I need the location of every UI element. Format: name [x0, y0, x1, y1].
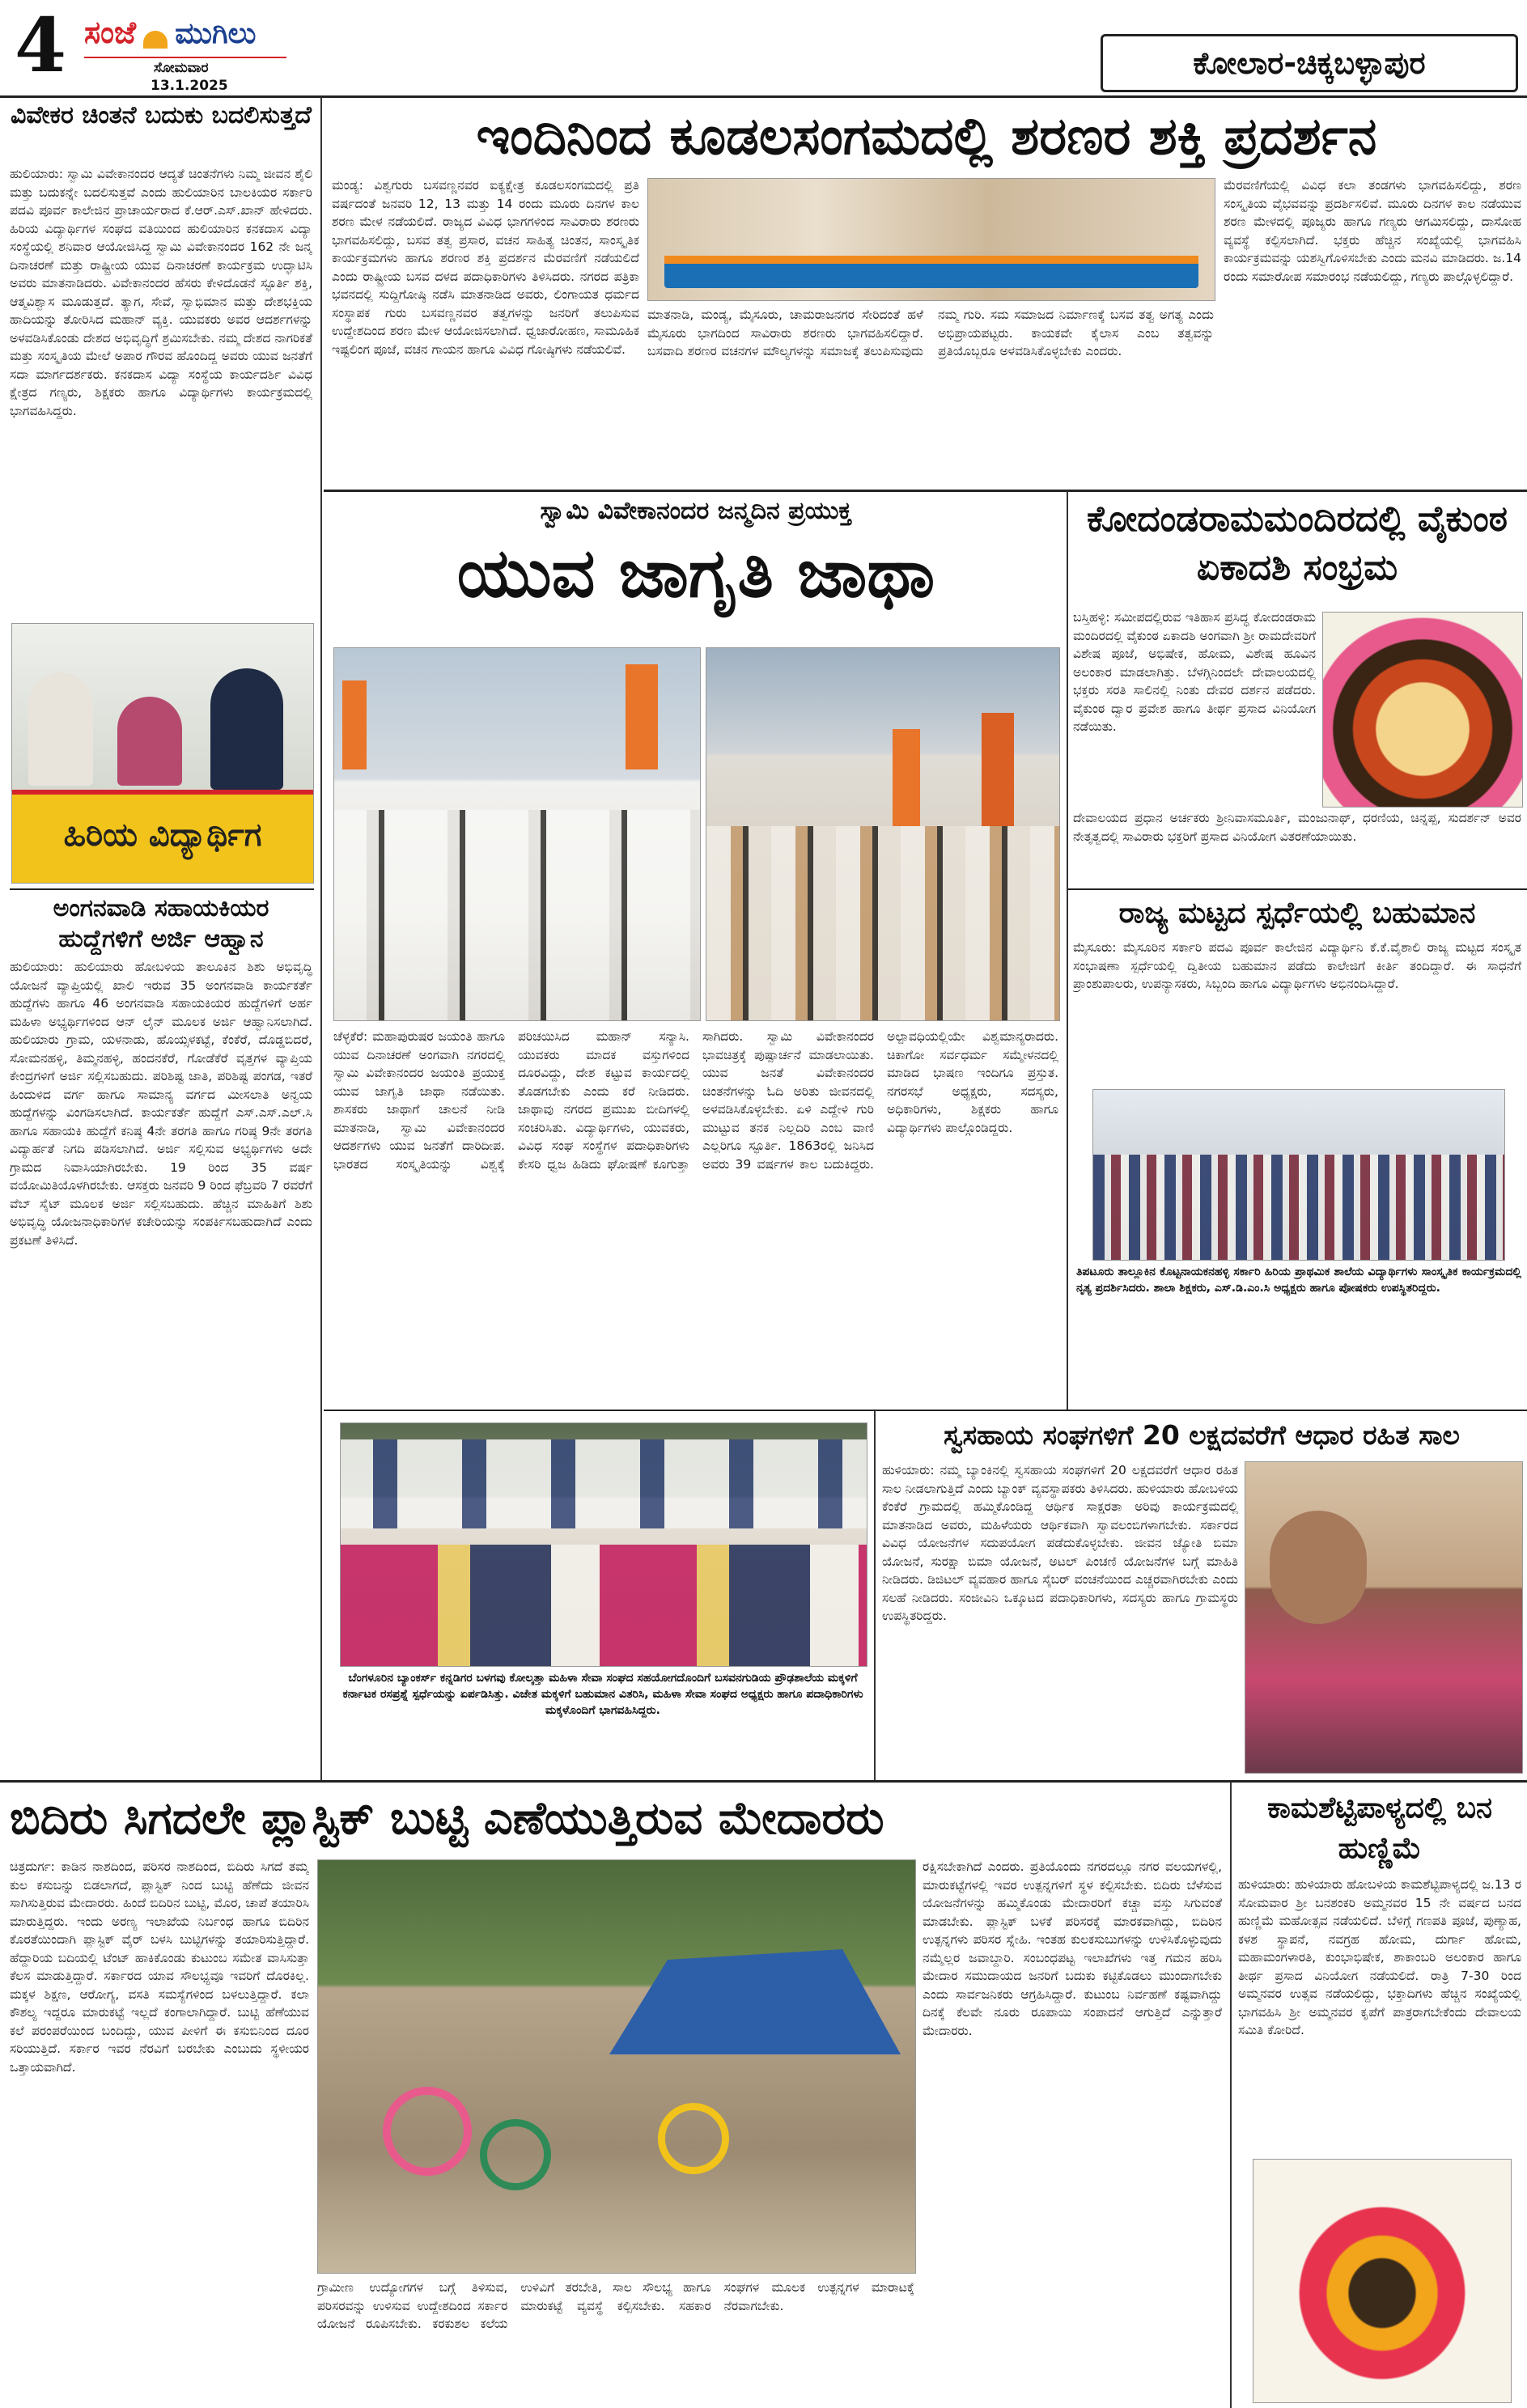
left-story-1-photo: [11, 623, 314, 884]
top-story-body-right: ಮೆರವಣಿಗೆಯಲ್ಲಿ ವಿವಿಧ ಕಲಾ ತಂಡಗಳು ಭಾಗವಹಿಸಲಿದ್ದು, ಶರಣ ಸಂಸ್ಕೃತಿಯ ವೈಭವವನ್ನು ಪ್ರದರ್ಶಿಸಲಿವೆ. ಮೂರು ದಿನಗಳ ಕಾಲ ನಡೆಯುವ ಶರಣ ಮೇಳದಲ್ಲಿ ಪೂಜ್ಯರು ಹಾಗೂ ಗಣ್ಯರು ಆಗಮಿಸಲಿದ್ದು, ದಾಸೋಹ ವ್ಯವಸ್ಥೆ ಕಲ್ಪಿಸಲಾಗಿದೆ. ಭಕ್ತರು ಹೆಚ್ಚಿನ ಸಂಖ್ಯೆಯಲ್ಲಿ ಭಾಗವಹಿಸಿ ಕಾರ್ಯಕ್ರಮವನ್ನು ಯಶಸ್ವಿಗೊಳಿಸಬೇಕು ಎಂದು ಮನವಿ ಮಾಡಿದರು. ಜ.14 ರಂದು ಸಮಾರೋಪ ಸಮಾರಂಭ ನಡೆಯಲಿದ್ದು, ಗಣ್ಯರು ಪಾಲ್ಗೊಳ್ಳಲಿದ್ದಾರೆ.: [1224, 178, 1521, 284]
left-story-2-body: ಹುಲಿಯಾರು: ಹುಲಿಯಾರು ಹೋಬಳಿಯ ತಾಲೂಕಿನ ಶಿಶು ಅಭಿವೃದ್ಧಿ ಯೋಜನೆ ವ್ಯಾಪ್ತಿಯಲ್ಲಿ ಖಾಲಿ ಇರುವ 35 ಅಂಗನವಾಡಿ ಕಾರ್ಯಕರ್ತೆ ಹುದ್ದೆಗಳು ಹಾಗೂ 46 ಅಂಗನವಾಡಿ ಸಹಾಯಕಿಯರ ಹುದ್ದೆಗಳಿಗೆ ಅರ್ಹ ಮಹಿಳಾ ಅಭ್ಯರ್ಥಿಗಳಿಂದ ಆನ್ ಲೈನ್ ಮೂಲಕ ಅರ್ಜಿ ಆಹ್ವಾನಿಸಲಾಗಿದೆ. ಹುಲಿಯಾರು ಗ್ರಾಮ, ಯಳನಾಡು, ಹೊಯ್ಸಳಕಟ್ಟೆ, ಕೆಂಕೆರೆ, ದೊಡ್ಡಬಿದರೆ, ಸೋಮನಹಳ್ಳಿ, ತಿಮ್ಮನಹಳ್ಳಿ, ಹಂದನಕೆರೆ, ಗೋಡೆಕೆರೆ ವೃತ್ತಗಳ ವ್ಯಾಪ್ತಿಯ ಕೇಂದ್ರಗಳಿಗೆ ಅರ್ಜಿ ಸಲ್ಲಿಸಬಹುದು. ಪರಿಶಿಷ್ಟ ಜಾತಿ, ಪರಿಶಿಷ್ಟ ಪಂಗಡ, ಇತರೆ ಹಿಂದುಳಿದ ವರ್ಗ ಹಾಗೂ ಸಾಮಾನ್ಯ ವರ್ಗದ ಮೀಸಲಾತಿ ಅನ್ವಯ ಹುದ್ದೆಗಳನ್ನು ವಿಂಗಡಿಸಲಾಗಿದೆ. ಕಾರ್ಯಕರ್ತೆ ಹುದ್ದೆಗೆ ಎಸ್.ಎಸ್.ಎಲ್.ಸಿ ಹಾಗೂ ಸಹಾಯಕಿ ಹುದ್ದೆಗೆ ಕನಿಷ್ಠ 4ನೇ ತರಗತಿ ಹಾಗೂ ಗರಿಷ್ಠ 9ನೇ ತರಗತಿ ವಿದ್ಯಾರ್ಹತೆ ನಿಗದಿ ಪಡಿಸಲಾಗಿದೆ. ಅರ್ಜಿ ಸಲ್ಲಿಸುವ ಅಭ್ಯರ್ಥಿಗಳು ಅದೇ ಗ್ರಾಮದ ನಿವಾಸಿಯಾಗಿರಬೇಕು. 19 ರಿಂದ 35 ವರ್ಷ ವಯೋಮಿತಿಯೊಳಗಿರಬೇಕು. ಆಸಕ್ತರು ಜನವರಿ 9 ರಿಂದ ಫೆಬ್ರವರಿ 7 ರವರೆಗೆ ವೆಬ್ ಸೈಟ್ ಮೂಲಕ ಅರ್ಜಿ ಸಲ್ಲಿಸಬಹುದು. ಹೆಚ್ಚಿನ ಮಾಹಿತಿಗೆ ಶಿಶು ಅಭಿವೃದ್ಧಿ ಯೋಜನಾಧಿಕಾರಿಗಳ ಕಚೇರಿಯನ್ನು ಸಂಪರ್ಕಿಸಬಹುದಾಗಿದೆ ಎಂದು ಪ್ರಕಟಣೆ ತಿಳಿಸಿದೆ.: [10, 960, 312, 1248]
page-number: 4: [15, 2, 67, 89]
top-story-body-left: ಮಂಡ್ಯ: ವಿಶ್ವಗುರು ಬಸವಣ್ಣನವರ ಐಕ್ಯಕ್ಷೇತ್ರ ಕೂಡಲಸಂಗಮದಲ್ಲಿ ಪ್ರತಿ ವರ್ಷದಂತೆ ಜನವರಿ 12, 13 ಮತ್ತು 14 ರಂದು ಮೂರು ದಿನಗಳ ಕಾಲ ಶರಣ ಮೇಳ ನಡೆಯಲಿದೆ. ರಾಜ್ಯದ ವಿವಿಧ ಭಾಗಗಳಿಂದ ಸಾವಿರಾರು ಶರಣರು ಭಾಗವಹಿಸಲಿದ್ದು, ಬಸವ ತತ್ವ ಪ್ರಸಾರ, ವಚನ ಸಾಹಿತ್ಯ ಚಿಂತನ, ಸಾಂಸ್ಕೃತಿಕ ಕಾರ್ಯಕ್ರಮಗಳು ಹಾಗೂ ಶರಣರ ಶಕ್ತಿ ಪ್ರದರ್ಶನ ಮೆರವಣಿಗೆ ನಡೆಯಲಿದೆ ಎಂದು ರಾಷ್ಟ್ರೀಯ ಬಸವ ದಳದ ಪದಾಧಿಕಾರಿಗಳು ತಿಳಿಸಿದರು. ನಗರದ ಪತ್ರಿಕಾ ಭವನದಲ್ಲಿ ಸುದ್ದಿಗೋಷ್ಠಿ ನಡೆಸಿ ಮಾತನಾಡಿದ ಅವರು, ಲಿಂಗಾಯತ ಧರ್ಮದ ಸಂಸ್ಥಾಪಕ ಗುರು ಬಸವಣ್ಣನವರ ತತ್ವಗಳನ್ನು ಜನರಿಗೆ ತಲುಪಿಸುವ ಉದ್ದೇಶದಿಂದ ಶರಣ ಮೇಳ ಆಯೋಜಿಸಲಾಗಿದೆ. ಧ್ವಜಾರೋಹಣ, ಸಾಮೂಹಿಕ ಇಷ್ಟಲಿಂಗ ಪೂಜೆ, ವಚನ ಗಾಯನ ಹಾಗೂ ವಿವಿಧ ಗೋಷ್ಠಿಗಳು ನಡೆಯಲಿವೆ.: [332, 178, 639, 357]
masthead-rule: [84, 57, 286, 58]
left-story-2: [10, 893, 312, 1767]
top-story-bottom-rule: [324, 490, 1527, 492]
temple-photo: [1322, 612, 1523, 808]
basket: [383, 2087, 472, 2176]
weekday: ಸೋಮವಾರ: [154, 60, 209, 76]
top-story-photo: [647, 178, 1215, 301]
center-right-divider: [1067, 491, 1068, 1410]
person-figure: [117, 697, 182, 786]
tent: [609, 1949, 901, 2054]
region-label: ಕೋಲಾರ-ಚಿಕ್ಕಬಳ್ಳಾಪುರ: [1193, 45, 1426, 81]
left-story-2-headline: ಅಂಗನವಾಡಿ ಸಹಾಯಕಿಯರ ಹುದ್ದೆಗಳಿಗೆ ಅರ್ಜಿ ಆಹ್ವಾನ: [53, 894, 269, 953]
bottom-section-rule: [0, 1780, 1527, 1783]
fair-headline: ಕಾಮಶೆಟ್ಟಿಪಾಳ್ಯದಲ್ಲಿ ಬನ ಹುಣ್ಣಿಮೆ: [1266, 1791, 1493, 1865]
loan-headline: ಸ್ವಸಹಾಯ ಸಂಘಗಳಿಗೆ 20 ಲಕ್ಷದವರೆಗೆ ಆಧಾರ ರಹಿತ ಸಾಲ: [944, 1419, 1460, 1451]
paper-logo: [84, 15, 295, 55]
sun-icon: [143, 31, 168, 49]
women-row: [341, 1545, 867, 1666]
left-separator: [10, 888, 314, 890]
fair-body: ಹುಳಿಯಾರು: ಹುಳಿಯಾರು ಹೋಬಳಿಯ ಕಾಮಶೆಟ್ಟಿಪಾಳ್ಯದಲ್ಲಿ ಜ.13 ರ ಸೋಮವಾರ ಶ್ರೀ ಬನಶಂಕರಿ ಅಮ್ಮನವರ 15 ನೇ ವರ್ಷದ ಬನದ ಹುಣ್ಣಿಮೆ ಮಹೋತ್ಸವ ನಡೆಯಲಿದೆ. ಬೆಳಿಗ್ಗೆ ಗಣಪತಿ ಪೂಜೆ, ಪುಣ್ಯಾಹ, ಕಳಶ ಸ್ಥಾಪನೆ, ನವಗ್ರಹ ಹೋಮ, ದುರ್ಗಾ ಹೋಮ, ಮಹಾಮಂಗಳಾರತಿ, ಕುಂಭಾಭಿಷೇಕ, ಶಾಕಾಂಬರಿ ಅಲಂಕಾರ ಹಾಗೂ ತೀರ್ಥ ಪ್ರಸಾದ ವಿನಿಯೋಗ ನಡೆಯಲಿದೆ. ರಾತ್ರಿ 7-30 ರಿಂದ ಅಮ್ಮನವರ ಉತ್ಸವ ನಡೆಯಲಿದ್ದು, ಭಕ್ತಾದಿಗಳು ಹೆಚ್ಚಿನ ಸಂಖ್ಯೆಯಲ್ಲಿ ಭಾಗವಹಿಸಿ ಶ್ರೀ ಅಮ್ಮನವರ ಕೃಪೆಗೆ ಪಾತ್ರರಾಗಬೇಕೆಂದು ದೇವಾಲಯ ಸಮಿತಿ ಕೋರಿದೆ.: [1238, 1877, 1521, 2037]
youth-headline: ಯುವ ಜಾಗೃತಿ ಜಾಥಾ: [456, 533, 935, 613]
mid-divider: [874, 1411, 876, 1780]
issue-date: 13.1.2025: [151, 78, 228, 94]
left-story-1-body: ಹುಲಿಯಾರು: ಸ್ವಾಮಿ ವಿವೇಕಾನಂದರ ಆದ್ಯತೆ ಚಿಂತನೆಗಳು ನಿಮ್ಮ ಜೀವನ ಶೈಲಿ ಮತ್ತು ಬದುಕನ್ನೇ ಬದಲಿಸುತ್ತವೆ ಎಂದು ಹುಲಿಯಾರಿನ ಬಾಲಕಿಯರ ಸರ್ಕಾರಿ ಪದವಿ ಪೂರ್ವ ಕಾಲೇಜಿನ ಪ್ರಾಚಾರ್ಯರಾದ ಕೆ.ಆರ್.ಎಸ್.ಖಾನ್ ಹೇಳಿದರು. ಹಿರಿಯ ವಿದ್ಯಾರ್ಥಿಗಳ ಸಂಘದ ವತಿಯಿಂದ ಹುಲಿಯಾರಿನ ಕನಕದಾಸ ವಿದ್ಯಾ ಸಂಸ್ಥೆಯಲ್ಲಿ ಶನಿವಾರ ಆಯೋಜಿಸಿದ್ದ ಸ್ವಾಮಿ ವಿವೇಕಾನಂದರ 162 ನೇ ಜನ್ಮ ದಿನಾಚರಣೆ ಮತ್ತು ರಾಷ್ಟ್ರೀಯ ಯುವ ದಿನಾಚರಣೆ ಕಾರ್ಯಕ್ರಮ ಉದ್ಘಾಟಿಸಿ ಅವರು ಮಾತನಾಡಿದರು. ವಿವೇಕಾನಂದರ ಹೆಸರು ಕೇಳಿದೊಡನೆ ಸ್ಫೂರ್ತಿ ಶಕ್ತಿ, ಆತ್ಮವಿಶ್ವಾಸ ಮೂಡುತ್ತದೆ. ತ್ಯಾಗ, ಸೇವೆ, ಸ್ವಾಭಿಮಾನ ಮತ್ತು ದೇಶಭಕ್ತಿಯ ಹಾದಿಯನ್ನು ತೋರಿಸಿದ ಮಹಾನ್ ವ್ಯಕ್ತಿ. ಯುವಕರು ಅವರ ಆದರ್ಶಗಳನ್ನು ಅಳವಡಿಸಿಕೊಂಡು ದೇಶದ ಅಭಿವೃದ್ಧಿಗೆ ಶ್ರಮಿಸಬೇಕು. ನಮ್ಮ ದೇಶದ ನಾಗರಿಕತೆ ಮತ್ತು ಸಂಸ್ಕೃತಿಯ ಮೇಲೆ ಅಪಾರ ಗೌರವ ಹೊಂದಿದ್ದ ಅವರು ಯುವ ಜನತೆಗೆ ಸದಾ ಮಾರ್ಗದರ್ಶಕರು. ಕನಕದಾಸ ವಿದ್ಯಾ ಸಂಸ್ಥೆಯ ಕಾರ್ಯದರ್ಶಿ ವಿವಿಧ ಕ್ಷೇತ್ರದ ಗಣ್ಯರು, ಶಿಕ್ಷಕರು ಹಾಗೂ ವಿದ್ಯಾರ್ಥಿಗಳು ಕಾರ್ಯಕ್ರಮದಲ್ಲಿ ಭಾಗವಹಿಸಿದ್ದರು.: [10, 167, 312, 418]
top-story-headline: ಇಂದಿನಿಂದ ಕೂಡಲಸಂಗಮದಲ್ಲಿ ಶರಣರ ಶಕ್ತಿ ಪ್ರದರ್ಶನ: [476, 107, 1377, 167]
bamboo-photo: [317, 1859, 916, 2274]
banner: [12, 790, 313, 884]
saffron-flag: [982, 713, 1014, 826]
masthead: [0, 0, 1527, 97]
left-column-divider: [320, 97, 322, 1780]
mid-photo: [340, 1422, 867, 1667]
person-figure: [210, 668, 283, 790]
bamboo-body-under: ಗ್ರಾಮೀಣ ಉದ್ಯೋಗಗಳ ಬಗ್ಗೆ ತಿಳಿಸುವ, ಪರಿಸರವನ್ನು ಉಳಿಸುವ ಉದ್ದೇಶದಿಂದ ಸರ್ಕಾರ ಯೋಜನೆ ರೂಪಿಸಬೇಕು. ಕರಕುಶಲ ಕಲೆಯ ಉಳಿವಿಗೆ ತರಬೇತಿ, ಸಾಲ ಸೌಲಭ್ಯ ಹಾಗೂ ಮಾರುಕಟ್ಟೆ ವ್ಯವಸ್ಥೆ ಕಲ್ಪಿಸಬೇಕು. ಸಹಕಾರ ಸಂಘಗಳ ಮೂಲಕ ಉತ್ಪನ್ನಗಳ ಮಾರಾಟಕ್ಕೆ ನೆರವಾಗಬೇಕು.: [317, 2280, 914, 2331]
basket: [480, 2119, 551, 2190]
person-figure: [28, 672, 93, 786]
bamboo-headline: ಬಿದಿರು ಸಿಗದಲೇ ಪ್ಲಾಸ್ಟಿಕ್ ಬುಟ್ಟಿ ಎಣೆಯುತ್ತಿರುವ ಮೇದಾರರು: [10, 1792, 884, 1845]
poster-stripe: [664, 256, 1198, 264]
saffron-flag: [626, 664, 658, 769]
temple-photo-caption: ದೇವಾಲಯದ ಪ್ರಧಾನ ಅರ್ಚಕರು ಶ್ರೀನಿವಾಸಮೂರ್ತಿ, ಮಂಜುನಾಥ್, ಧರಣಿಯ, ಚಿನ್ನಪ್ಪ, ಸುದರ್ಶನ್ ಅವರ ನೇತೃತ್ವದಲ್ಲಿ ಸಾವಿರಾರು ಭಕ್ತರಿಗೆ ಪ್ರಸಾದ ವಿನಿಯೋಗ ವಿತರಣೆಯಾಯಿತು.: [1073, 811, 1521, 844]
youth-body: ಚೆಳ್ಳಕೆರೆ: ಮಹಾಪುರುಷರ ಜಯಂತಿ ಹಾಗೂ ಯುವ ದಿನಾಚರಣೆ ಅಂಗವಾಗಿ ನಗರದಲ್ಲಿ ಸ್ವಾಮಿ ವಿವೇಕಾನಂದರ ಜಯಂತಿ ಪ್ರಯುಕ್ತ ಯುವ ಜಾಗೃತಿ ಜಾಥಾ ನಡೆಯಿತು. ಶಾಸಕರು ಜಾಥಾಗೆ ಚಾಲನೆ ನೀಡಿ ಮಾತನಾಡಿ, ಸ್ವಾಮಿ ವಿವೇಕಾನಂದರ ಆದರ್ಶಗಳು ಯುವ ಜನತೆಗೆ ದಾರಿದೀಪ. ಭಾರತದ ಸಂಸ್ಕೃತಿಯನ್ನು ವಿಶ್ವಕ್ಕೆ ಪರಿಚಯಿಸಿದ ಮಹಾನ್ ಸನ್ಯಾಸಿ. ಯುವಕರು ಮಾದಕ ವಸ್ತುಗಳಿಂದ ದೂರವಿದ್ದು, ದೇಶ ಕಟ್ಟುವ ಕಾರ್ಯದಲ್ಲಿ ತೊಡಗಬೇಕು ಎಂದು ಕರೆ ನೀಡಿದರು. ಜಾಥಾವು ನಗರದ ಪ್ರಮುಖ ಬೀದಿಗಳಲ್ಲಿ ಸಂಚರಿಸಿತು. ವಿದ್ಯಾರ್ಥಿಗಳು, ಯುವಕರು, ವಿವಿಧ ಸಂಘ ಸಂಸ್ಥೆಗಳ ಪದಾಧಿಕಾರಿಗಳು ಕೇಸರಿ ಧ್ವಜ ಹಿಡಿದು ಘೋಷಣೆ ಕೂಗುತ್ತಾ ಸಾಗಿದರು. ಸ್ವಾಮಿ ವಿವೇಕಾನಂದರ ಭಾವಚಿತ್ರಕ್ಕೆ ಪುಷ್ಪಾರ್ಚನೆ ಮಾಡಲಾಯಿತು. ಯುವ ಜನತೆ ವಿವೇಕಾನಂದರ ಚಿಂತನೆಗಳನ್ನು ಓದಿ ಅರಿತು ಜೀವನದಲ್ಲಿ ಅಳವಡಿಸಿಕೊಳ್ಳಬೇಕು. ಏಳಿ ಎದ್ದೇಳಿ ಗುರಿ ಮುಟ್ಟುವ ತನಕ ನಿಲ್ಲದಿರಿ ಎಂಬ ವಾಣಿ ಎಲ್ಲರಿಗೂ ಸ್ಫೂರ್ತಿ. 1863ರಲ್ಲಿ ಜನಿಸಿದ ಅವರು 39 ವರ್ಷಗಳ ಕಾಲ ಬದುಕಿದ್ದರು. ಅಲ್ಪಾವಧಿಯಲ್ಲಿಯೇ ವಿಶ್ವಮಾನ್ಯರಾದರು. ಚಿಕಾಗೋ ಸರ್ವಧರ್ಮ ಸಮ್ಮೇಳನದಲ್ಲಿ ಮಾಡಿದ ಭಾಷಣ ಇಂದಿಗೂ ಪ್ರಸ್ತುತ. ನಗರಸಭೆ ಅಧ್ಯಕ್ಷರು, ಸದಸ್ಯರು, ಅಧಿಕಾರಿಗಳು, ಶಿಕ್ಷಕರು ಹಾಗೂ ವಿದ್ಯಾರ್ಥಿಗಳು ಪಾಲ್ಗೊಂಡಿದ್ದರು.: [333, 1029, 1058, 1172]
state-photo-caption: ತಿಪಟೂರು ತಾಲ್ಲೂಕಿನ ಕೊಟ್ಟನಾಯಕನಹಳ್ಳಿ ಸರ್ಕಾರಿ ಹಿರಿಯ ಪ್ರಾಥಮಿಕ ಶಾಲೆಯ ವಿದ್ಯಾರ್ಥಿಗಳು ಸಾಂಸ್ಕೃತಿಕ ಕಾರ್ಯಕ್ರಮದಲ್ಲಿ ನೃತ್ಯ ಪ್ರದರ್ಶಿಸಿದರು. ಶಾಲಾ ಶಿಕ್ಷಕರು, ಎಸ್.ಡಿ.ಎಂ.ಸಿ ಅಧ್ಯಕ್ಷರು ಹಾಗೂ ಪೋಷಕರು ಉಪಸ್ಥಿತರಿದ್ದರು.: [1076, 1265, 1521, 1295]
bamboo-body-right: ರಕ್ಷಿಸಬೇಕಾಗಿದೆ ಎಂದರು. ಪ್ರತಿಯೊಂದು ನಗರದಲ್ಲೂ ನಗರ ವಲಯಗಳಲ್ಲಿ, ಮಾರುಕಟ್ಟೆಗಳಲ್ಲಿ ಇವರ ಉತ್ಪನ್ನಗಳಿಗೆ ಸ್ಥಳ ಕಲ್ಪಿಸಬೇಕು. ಬಿದಿರು ಬೆಳೆಸುವ ಯೋಜನೆಗಳನ್ನು ಹಮ್ಮಿಕೊಂಡು ಮೇದಾರರಿಗೆ ಕಚ್ಚಾ ವಸ್ತು ಸಿಗುವಂತೆ ಮಾಡಬೇಕು. ಪ್ಲಾಸ್ಟಿಕ್ ಬಳಕೆ ಪರಿಸರಕ್ಕೆ ಮಾರಕವಾಗಿದ್ದು, ಬಿದಿರಿನ ಉತ್ಪನ್ನಗಳು ಪರಿಸರ ಸ್ನೇಹಿ. ಇಂತಹ ಕುಲಕಸುಬುಗಳನ್ನು ಉಳಿಸಿಕೊಳ್ಳುವುದು ನಮ್ಮೆಲ್ಲರ ಜವಾಬ್ದಾರಿ. ಸಂಬಂಧಪಟ್ಟ ಇಲಾಖೆಗಳು ಇತ್ತ ಗಮನ ಹರಿಸಿ ಮೇದಾರ ಸಮುದಾಯದ ಜನರಿಗೆ ಬದುಕು ಕಟ್ಟಿಕೊಡಲು ಮುಂದಾಗಬೇಕು ಎಂದು ಸಾರ್ವಜನಿಕರು ಆಗ್ರಹಿಸಿದ್ದಾರೆ. ಕುಟುಂಬ ನಿರ್ವಹಣೆ ಕಷ್ಟವಾಗಿದ್ದು ದಿನಕ್ಕೆ ಕೆಲವೇ ನೂರು ರೂಪಾಯಿ ಸಂಪಾದನೆ ಆಗುತ್ತಿದೆ ಎನ್ನುತ್ತಾರೆ ಮೇದಾರರು.: [923, 1859, 1222, 2038]
temple-bottom-rule: [1068, 888, 1527, 890]
masthead-bottom-rule: [0, 95, 1527, 98]
region-box: [1101, 34, 1518, 92]
youth-kicker: ಸ್ವಾಮಿ ವಿವೇಕಾನಂದರ ಜನ್ಮದಿನ ಪ್ರಯುಕ್ತ: [540, 497, 852, 525]
bottom-right-divider: [1230, 1782, 1232, 2408]
bamboo-body-left: ಚಿತ್ರದುರ್ಗ: ಕಾಡಿನ ನಾಶದಿಂದ, ಪರಿಸರ ನಾಶದಿಂದ, ಬಿದಿರು ಸಿಗದೆ ತಮ್ಮ ಕುಲ ಕಸುಬನ್ನು ಬಿಡಲಾಗದೆ, ಪ್ಲಾಸ್ಟಿಕ್ ನಿಂದ ಬುಟ್ಟಿ ಹೆಣೆದು ಜೀವನ ಸಾಗಿಸುತ್ತಿರುವ ಮೇದಾರರು. ಹಿಂದೆ ಬಿದಿರಿನ ಬುಟ್ಟಿ, ಮೊರ, ಚಾಪೆ ತಯಾರಿಸಿ ಮಾರುತ್ತಿದ್ದರು. ಇಂದು ಅರಣ್ಯ ಇಲಾಖೆಯ ನಿರ್ಬಂಧ ಹಾಗೂ ಬಿದಿರಿನ ಕೊರತೆಯಿಂದಾಗಿ ಪ್ಲಾಸ್ಟಿಕ್ ವೈರ್ ಬಳಸಿ ಬುಟ್ಟಿಗಳನ್ನು ತಯಾರಿಸುತ್ತಿದ್ದಾರೆ. ಹೆದ್ದಾರಿಯ ಬದಿಯಲ್ಲಿ ಟೆಂಟ್ ಹಾಕಿಕೊಂಡು ಕುಟುಂಬ ಸಮೇತ ವಾಸಿಸುತ್ತಾ ಕೆಲಸ ಮಾಡುತ್ತಿದ್ದಾರೆ. ಸರ್ಕಾರದ ಯಾವ ಸೌಲಭ್ಯವೂ ಇವರಿಗೆ ದೊರಕಿಲ್ಲ. ಮಕ್ಕಳ ಶಿಕ್ಷಣ, ಆರೋಗ್ಯ, ವಸತಿ ಸಮಸ್ಯೆಗಳಿಂದ ಬಳಲುತ್ತಿದ್ದಾರೆ. ಕಲಾ ಕೌಶಲ್ಯ ಇದ್ದರೂ ಮಾರುಕಟ್ಟೆ ಇಲ್ಲದೆ ಕಂಗಾಲಾಗಿದ್ದಾರೆ. ಬುಟ್ಟಿ ಹೆಣೆಯುವ ಕಲೆ ಪರಂಪರೆಯಿಂದ ಬಂದಿದ್ದು, ಯುವ ಪೀಳಿಗೆ ಈ ಕಸುಬಿನಿಂದ ದೂರ ಸರಿಯುತ್ತಿದೆ. ಸರ್ಕಾರ ಇವರ ನೆರವಿಗೆ ಬರಬೇಕು ಎಂಬುದು ಸ್ಥಳೀಯರ ಒತ್ತಾಯವಾಗಿದೆ.: [10, 1859, 309, 2075]
left-story-1-headline: ವಿವೇಕರ ಚಿಂತನೆ ಬದುಕು ಬದಲಿಸುತ್ತದೆ: [11, 101, 312, 129]
students-row: [341, 1439, 867, 1528]
banner-text: ಹಿರಿಯ ವಿದ್ಯಾರ್ಥಿಗ: [63, 816, 262, 854]
temple-headline: ಕೋದಂಡರಾಮಮಂದಿರದಲ್ಲಿ ವೈಕುಂಠ ಏಕಾದಶಿ ಸಂಭ್ರಮ: [1086, 498, 1508, 588]
fair-photo: [1253, 2159, 1512, 2403]
saffron-flag: [342, 680, 367, 769]
loan-photo: [1245, 1461, 1523, 1774]
top-story-body-under-photo: ಮಾತನಾಡಿ, ಮಂಡ್ಯ, ಮೈಸೂರು, ಚಾಮರಾಜನಗರ ಸೇರಿದಂತೆ ಹಳೆ ಮೈಸೂರು ಭಾಗದಿಂದ ಸಾವಿರಾರು ಶರಣರು ಭಾಗವಹಿಸಲಿದ್ದಾರೆ. ಬಸವಾದಿ ಶರಣರ ವಚನಗಳ ಮೌಲ್ಯಗಳನ್ನು ಸಮಾಜಕ್ಕೆ ತಲುಪಿಸುವುದು ನಮ್ಮ ಗುರಿ. ಸಮ ಸಮಾಜದ ನಿರ್ಮಾಣಕ್ಕೆ ಬಸವ ತತ್ವ ಅಗತ್ಯ ಎಂದು ಅಭಿಪ್ರಾಯಪಟ್ಟರು. ಕಾಯಕವೇ ಕೈಲಾಸ ಎಂಬ ತತ್ವವನ್ನು ಪ್ರತಿಯೊಬ್ಬರೂ ಅಳವಡಿಸಿಕೊಳ್ಳಬೇಕು ಎಂದರು.: [647, 307, 1214, 358]
temple-body: ಬಸ್ತಿಹಳ್ಳಿ: ಸಮೀಪದಲ್ಲಿರುವ ಇತಿಹಾಸ ಪ್ರಸಿದ್ಧ ಕೋದಂಡರಾಮ ಮಂದಿರದಲ್ಲಿ ವೈಕುಂಠ ಏಕಾದಶಿ ಅಂಗವಾಗಿ ಶ್ರೀ ರಾಮದೇವರಿಗೆ ವಿಶೇಷ ಪೂಜೆ, ಅಭಿಷೇಕ, ಹೋಮ, ವಿಶೇಷ ಹೂವಿನ ಅಲಂಕಾರ ಮಾಡಲಾಗಿತ್ತು. ಬೆಳಗ್ಗಿನಿಂದಲೇ ದೇವಾಲಯದಲ್ಲಿ ಭಕ್ತರು ಸರತಿ ಸಾಲಿನಲ್ಲಿ ನಿಂತು ದೇವರ ದರ್ಶನ ಪಡೆದರು. ವೈಕುಂಠ ದ್ವಾರ ಪ್ರವೇಶ ಹಾಗೂ ತೀರ್ಥ ಪ್ರಸಾದ ವಿನಿಯೋಗ ನಡೆಯಿತು.: [1073, 610, 1316, 734]
left-story-1: [10, 100, 312, 683]
paper-name-a: ಸಂಜೆ: [84, 15, 137, 50]
youth-photo-right: [706, 647, 1060, 1021]
crowd: [334, 810, 700, 1020]
basket: [658, 2103, 729, 2174]
state-headline: ರಾಜ್ಯ ಮಟ್ಟದ ಸ್ಪರ್ಧೆಯಲ್ಲಿ ಬಹುಮಾನ: [1118, 897, 1476, 930]
state-body: ಮೈಸೂರು: ಮೈಸೂರಿನ ಸರ್ಕಾರಿ ಪದವಿ ಪೂರ್ವ ಕಾಲೇಜಿನ ವಿದ್ಯಾರ್ಥಿನಿ ಕೆ.ಕೆ.ವೈಶಾಲಿ ರಾಜ್ಯ ಮಟ್ಟದ ಸಂಸ್ಕೃತ ಸಂಭಾಷಣಾ ಸ್ಪರ್ಧೆಯಲ್ಲಿ ದ್ವಿತೀಯ ಬಹುಮಾನ ಪಡೆದು ಕಾಲೇಜಿಗೆ ಕೀರ್ತಿ ತಂದಿದ್ದಾರೆ. ಈ ಸಾಧನೆಗೆ ಪ್ರಾಂಶುಪಾಲರು, ಉಪನ್ಯಾಸಕರು, ಸಿಬ್ಬಂದಿ ಹಾಗೂ ವಿದ್ಯಾರ್ಥಿಗಳು ಅಭಿನಂದಿಸಿದ್ದಾರೆ.: [1073, 940, 1521, 991]
students-row: [1093, 1155, 1504, 1260]
loan-body: ಹುಳಿಯಾರು: ನಮ್ಮ ಬ್ಯಾಂಕಿನಲ್ಲಿ ಸ್ವಸಹಾಯ ಸಂಘಗಳಿಗೆ 20 ಲಕ್ಷದವರೆಗೆ ಆಧಾರ ರಹಿತ ಸಾಲ ನೀಡಲಾಗುತ್ತಿದೆ ಎಂದು ಬ್ಯಾಂಕ್ ವ್ಯವಸ್ಥಾಪಕರು ತಿಳಿಸಿದರು. ಹುಳಿಯಾರು ಹೋಬಳಿಯ ಕೆಂಕೆರೆ ಗ್ರಾಮದಲ್ಲಿ ಹಮ್ಮಿಕೊಂಡಿದ್ದ ಆರ್ಥಿಕ ಸಾಕ್ಷರತಾ ಅರಿವು ಕಾರ್ಯಕ್ರಮದಲ್ಲಿ ಮಾತನಾಡಿದ ಅವರು, ಮಹಿಳೆಯರು ಆರ್ಥಿಕವಾಗಿ ಸ್ವಾವಲಂಬಿಗಳಾಗಬೇಕು. ಸರ್ಕಾರದ ವಿವಿಧ ಯೋಜನೆಗಳ ಸದುಪಯೋಗ ಪಡೆದುಕೊಳ್ಳಬೇಕು. ಜೀವನ ಜ್ಯೋತಿ ಬಿಮಾ ಯೋಜನೆ, ಸುರಕ್ಷಾ ಬಿಮಾ ಯೋಜನೆ, ಅಟಲ್ ಪಿಂಚಣಿ ಯೋಜನೆಗಳ ಬಗ್ಗೆ ಮಾಹಿತಿ ನೀಡಿದರು. ಡಿಜಿಟಲ್ ವ್ಯವಹಾರ ಹಾಗೂ ಸೈಬರ್ ವಂಚನೆಯಿಂದ ಎಚ್ಚರವಾಗಿರಬೇಕು ಎಂದು ಸಲಹೆ ನೀಡಿದರು. ಸಂಜೀವಿನಿ ಒಕ್ಕೂಟದ ಪದಾಧಿಕಾರಿಗಳು, ಸದಸ್ಯರು ಹಾಗೂ ಗ್ರಾಮಸ್ಥರು ಉಪಸ್ಥಿತರಿದ್ದರು.: [882, 1463, 1238, 1623]
mid-photo-caption: ಬೆಂಗಳೂರಿನ ಬ್ಯಾಂಕರ್ಸ್ ಕನ್ನಡಿಗರ ಬಳಗವು ಕೋಲ್ಕತ್ತಾ ಮಹಿಳಾ ಸೇವಾ ಸಂಘದ ಸಹಯೋಗದೊಂದಿಗೆ ಬಸವನಗುಡಿಯ ಪ್ರೌಢಶಾಲೆಯ ಮಕ್ಕಳಿಗೆ ಕರ್ನಾಟಕ ರಸಪ್ರಶ್ನೆ ಸ್ಪರ್ಧೆಯನ್ನು ಏರ್ಪಡಿಸಿತ್ತು. ವಿಜೇತ ಮಕ್ಕಳಿಗೆ ಬಹುಮಾನ ವಿತರಿಸಿ, ಮಹಿಳಾ ಸೇವಾ ಸಂಘದ ಅಧ್ಯಕ್ಷರು ಹಾಗೂ ಪದಾಧಿಕಾರಿಗಳು ಮಕ್ಕಳೊಂದಿಗೆ ಭಾಗವಹಿಸಿದ್ದರು.: [342, 1672, 863, 1717]
saffron-flag: [893, 729, 920, 826]
paper-name-b: ಮುಗಿಲು: [175, 17, 257, 50]
youth-photo-left: [333, 647, 701, 1021]
mid-bottom-rule: [324, 1410, 1527, 1411]
woman-face: [1270, 1511, 1367, 1624]
crowd: [706, 826, 1059, 1020]
state-photo: [1092, 1089, 1505, 1261]
